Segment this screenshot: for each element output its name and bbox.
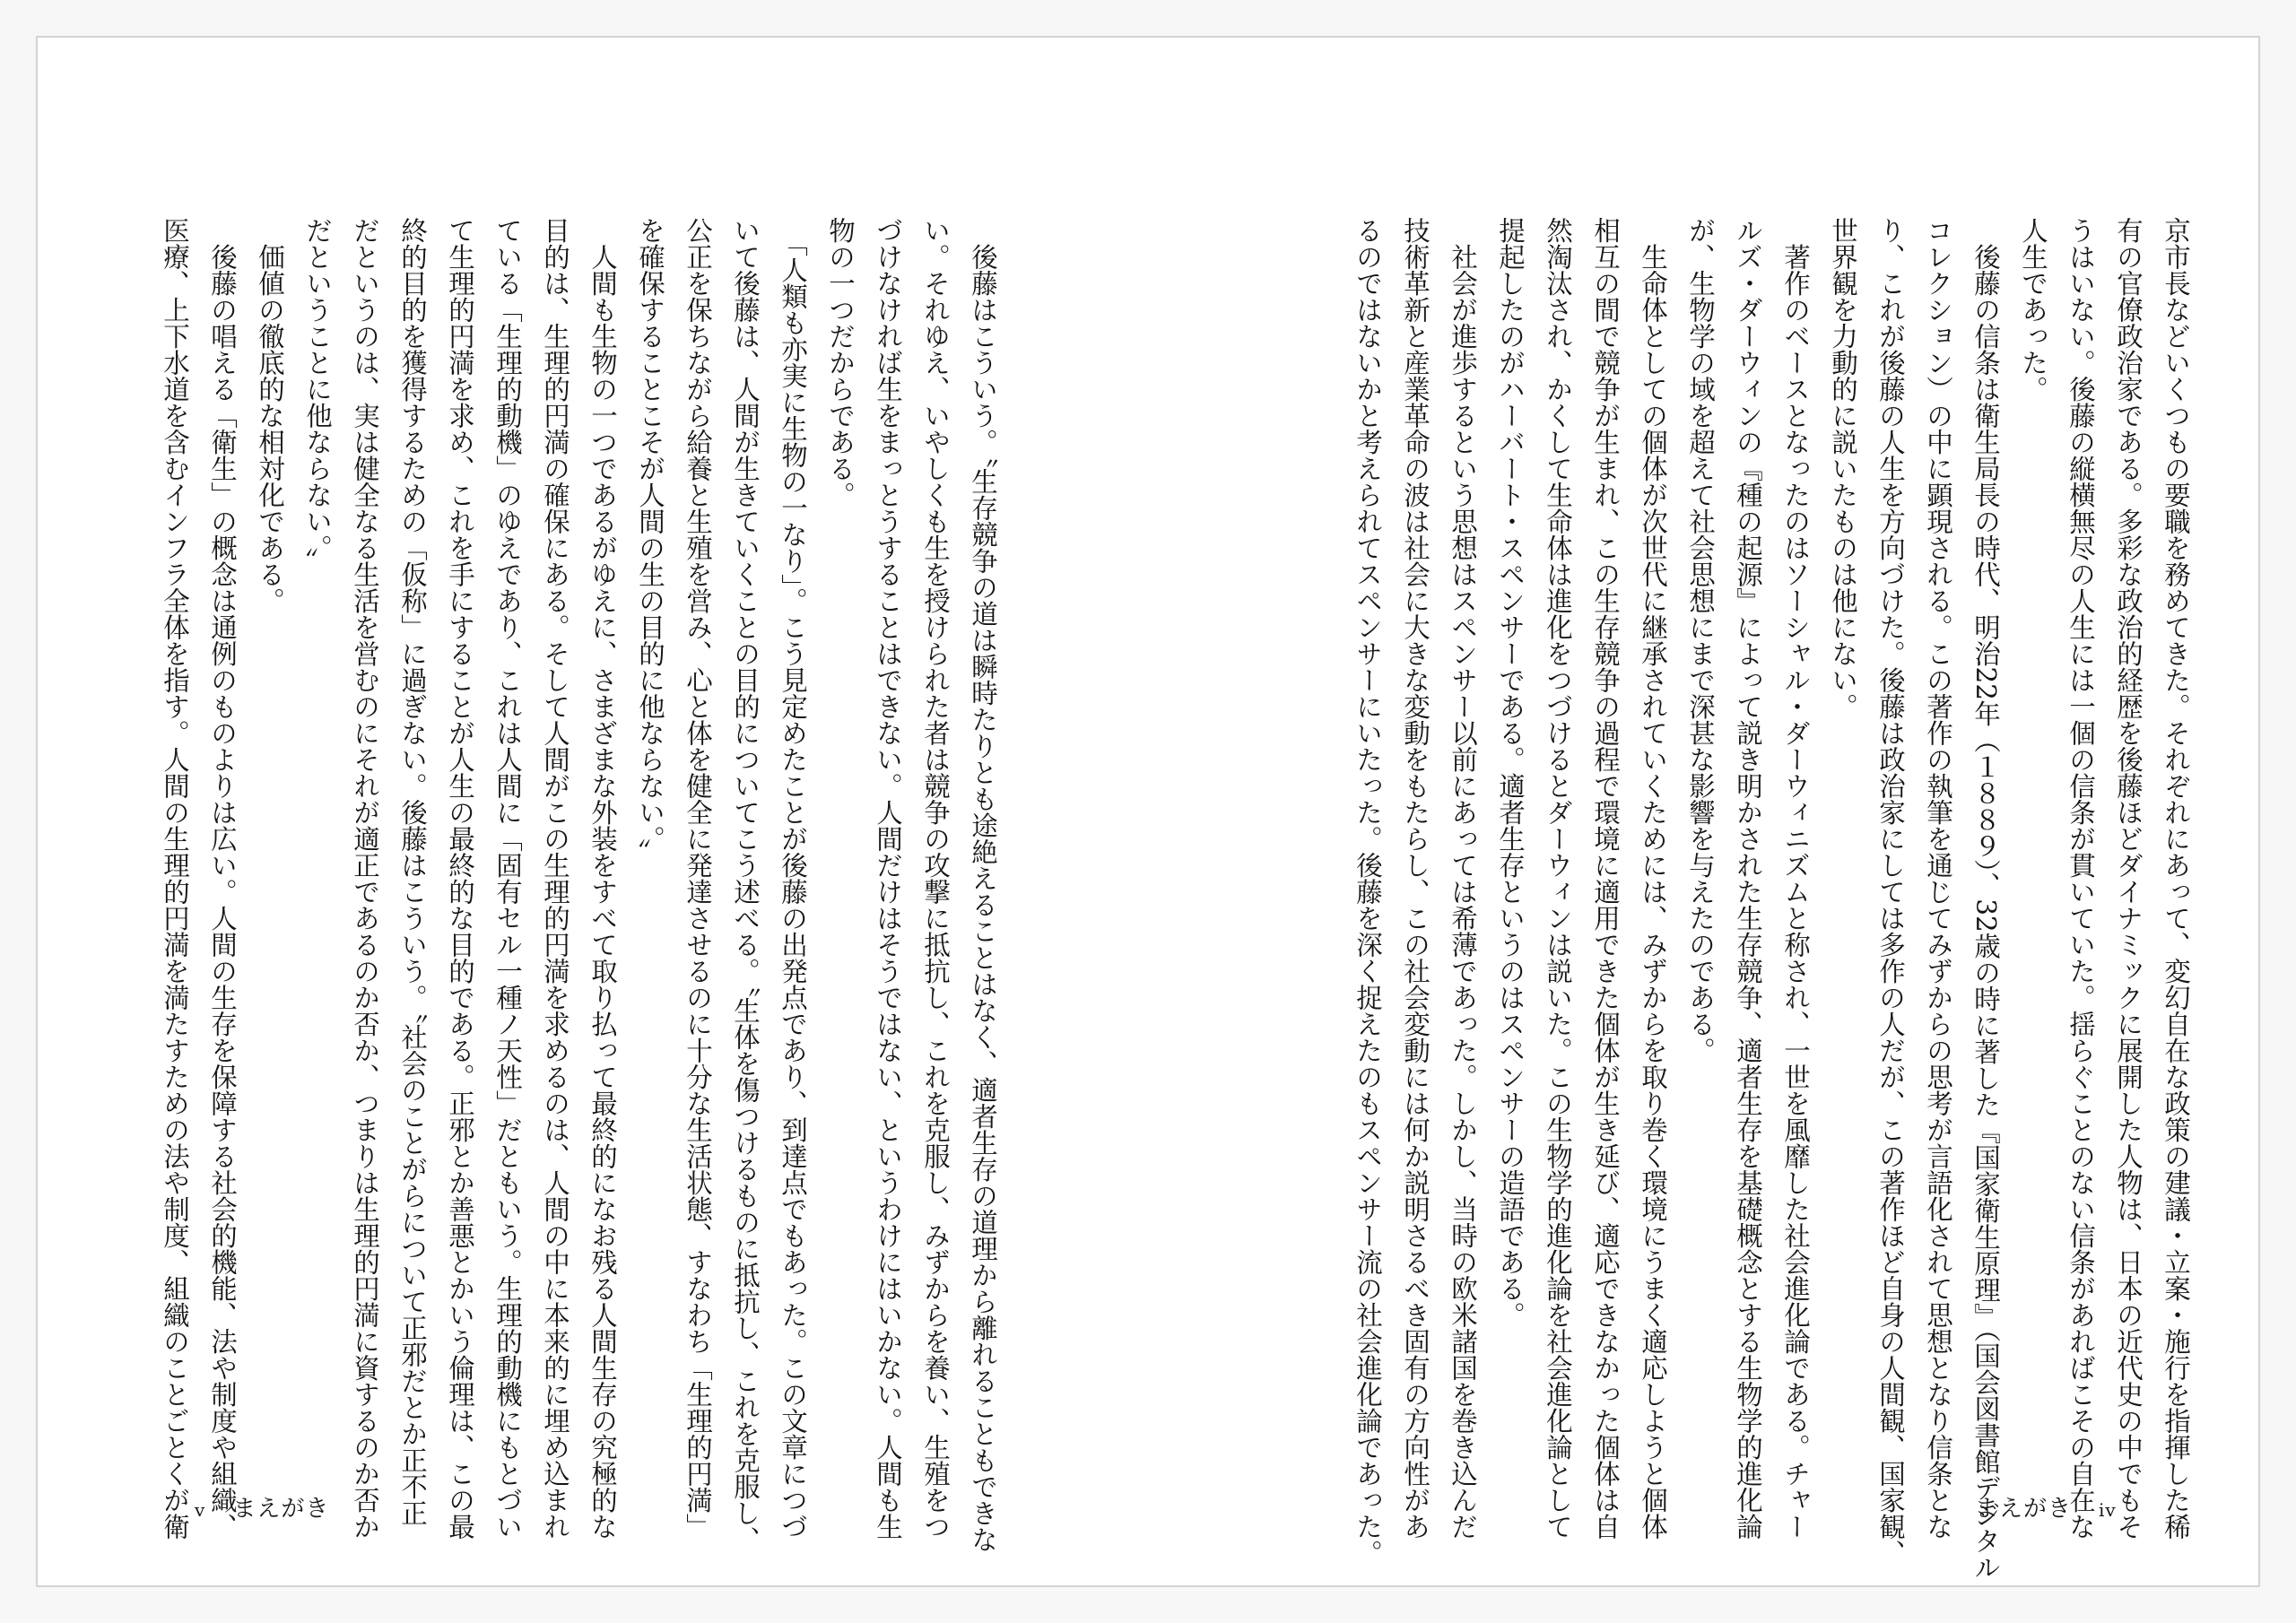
text-line: だということに他ならない。〟 — [302, 217, 333, 575]
page-number: v — [195, 1499, 206, 1521]
book-spread — [36, 36, 2260, 1587]
text-line: い。それゆえ、いやしくも生を授けられた者は競争の攻撃に抵抗し、これを克服し、みずからを養い、生殖をつ — [920, 217, 951, 1540]
text-line: ルズ・ダーウィンの『種の起源』によって説き明かされた生存競争、適者生存を基礎概念とする生物学的進化論 — [1733, 217, 1763, 1540]
text-line: て生理的円満を求め、これを手にすることが人生の最終的な目的である。正邪とか善悪とかいう倫理は、この最 — [445, 217, 475, 1540]
text-line: ている「生理的動機」のゆえであり、これは人間に「固有セル一種ノ天性」だともいう。生理的動機にもとづい — [492, 217, 523, 1540]
text-line: 公正を保ちながら給養と生殖を営み、心と体を健全に発達させるのに十分な生活状態、すなわち「生理的円満」 — [683, 217, 713, 1540]
text-line: 生命体としての個体が次世代に継承されていくためには、みずからを取り巻く環境にうまく適応しようと個体 — [1638, 217, 1668, 1540]
text-line: 有の官僚政治家である。多彩な政治的経歴を後藤ほどダイナミックに展開した人物は、日本の近代史の中でもそ — [2113, 217, 2144, 1540]
text-line: づけなければ生をまっとうすることはできない。人間だけはそうではない、というわけにはいかない。人間も生 — [873, 217, 903, 1540]
text-line: 終的目的を獲得するための「仮称」に過ぎない。後藤はこういう。〝社会のことがらについて正邪だとか正不正 — [397, 217, 428, 1527]
text-line: 提起したのがハーバート・スペンサーである。適者生存というのはスペンサーの造語である。 — [1495, 217, 1526, 1328]
left-page-footer — [195, 1490, 329, 1523]
text-line: いて後藤は、人間が生きていくことの目的についてこう述べる。〝生体を傷つけるものに抵抗し、これを克服し、 — [730, 217, 761, 1553]
text-line: 後藤の唱える「衛生」の概念は通例のものよりは広い。人間の生存を保障する社会的機能、法や制度や組織、 — [207, 217, 238, 1540]
text-line: 技術革新と産業革命の波は社会に大きな変動をもたらし、この社会変動には何か説明さるべき固有の方向性があ — [1400, 217, 1431, 1540]
page-number: iv — [2099, 1499, 2117, 1521]
text-line: 後藤の信条は衛生局長の時代、明治22年（１８８９）、32歳の時に著した『国家衛生原理』（国会図書館デジタル — [1970, 217, 2001, 1581]
text-line: るのではないかと考えられてスペンサーにいたった。後藤を深く捉えたのもスペンサー流の社会進化論であった。 — [1352, 217, 1383, 1567]
text-line: うはいない。後藤の縦横無尽の人生には一個の信条が貫いていた。揺らぐことのない信条があればこその自在な — [2066, 217, 2096, 1540]
text-line: 相互の間で競争が生まれ、この生存競争の過程で環境に適用できた個体が生き延び、適応できなかった個体は自 — [1590, 217, 1621, 1540]
text-line: 人間も生物の一つであるがゆえに、さまざまな外装をすべて取り払って最終的になお残る人間生存の究極的な — [587, 217, 618, 1540]
text-line: 社会が進歩するという思想はスペンサー以前にあっては希薄であった。しかし、当時の欧米諸国を巻き込んだ — [1448, 217, 1478, 1540]
text-line: 世界観を力動的に説いたものは他にない。 — [1828, 217, 1858, 720]
text-line: 物の一つだからである。 — [825, 217, 856, 508]
running-title: まえがき — [232, 1496, 330, 1523]
right-page-footer — [1975, 1490, 2117, 1523]
text-line: 目的は、生理的円満の確保にある。そして人間がこの生理的円満を求めるのは、人間の中に本来的に埋め込まれ — [540, 217, 570, 1540]
text-line: を確保することこそが人間の生の目的に他ならない。〟 — [635, 217, 665, 865]
text-line: 「人類も亦実に生物の一なり」。こう見定めたことが後藤の出発点であり、到達点でもあった。この文章につづ — [778, 217, 808, 1540]
text-line: 後藤はこういう。〝生存競争の道は瞬時たりとも途絶えることはなく、適者生存の道理から離れることもできな — [968, 217, 998, 1553]
text-line: り、これが後藤の人生を方向づけた。後藤は政治家にしては多作の人だが、この著作ほど自身の人間観、国家観、 — [1875, 217, 1906, 1567]
running-title: まえがき — [1975, 1496, 2073, 1523]
text-line: 京市長などいくつもの要職を務めてきた。それぞれにあって、変幻自在な政策の建議・立案・施行を指揮した稀 — [2161, 217, 2191, 1540]
text-line: 人生であった。 — [2018, 217, 2048, 403]
text-line: 価値の徹底的な相対化である。 — [255, 217, 285, 614]
text-line: が、生物学の域を超えて社会思想にまで深甚な影響を与えたのである。 — [1685, 217, 1716, 1063]
text-line: コレクション）の中に顕現される。この著作の執筆を通じてみずからの思考が言語化されて思想となり信条とな — [1923, 217, 1953, 1540]
text-line: 医療、上下水道を含むインフラ全体を指す。人間の生理的円満を満たすための法や制度、組織のことごとくが衛 — [160, 217, 190, 1540]
text-line: 著作のベースとなったのはソーシャル・ダーウィニズムと称され、一世を風靡した社会進化論である。チャー — [1780, 217, 1811, 1540]
text-line: 然淘汰され、かくして生命体は進化をつづけるとダーウィンは説いた。この生物学的進化論を社会進化論として — [1543, 217, 1573, 1540]
text-line: だというのは、実は健全なる生活を営むのにそれが適正であるのか否か、つまりは生理的円満に資するのか否か — [350, 217, 380, 1540]
